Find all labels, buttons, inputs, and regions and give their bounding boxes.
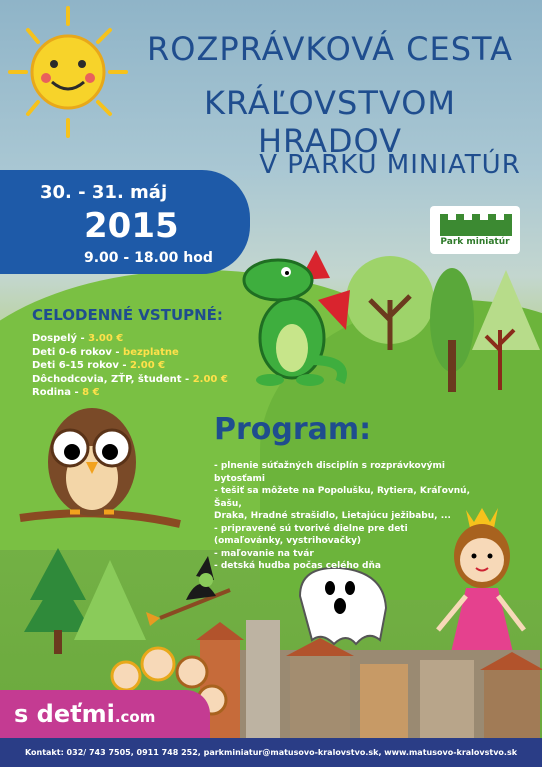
price-label: Dôchodcovia, ZŤP, študent [32, 373, 182, 385]
program-list [214, 460, 494, 573]
price-value: 2.00 € [192, 373, 228, 385]
program-item: (omaľovánky, vystrihovačky) [214, 536, 362, 546]
event-year: 2015 [84, 206, 179, 246]
price-item: Dôchodcovia, ZŤP, študent - 2.00 € [32, 373, 228, 385]
price-label: Rodina [32, 387, 72, 398]
price-item: Deti 0-6 rokov - bezplatne [32, 346, 179, 358]
program-heading: Program: [214, 412, 372, 447]
title-line-3: V PARKU MINIATÚR [259, 150, 521, 180]
price-label: Dospelý [32, 333, 78, 344]
price-value: bezplatne [123, 346, 179, 358]
price-label: Deti 6-15 rokov [32, 360, 119, 371]
program-item: - tešiť sa môžete na Popolušku, Rytiera, Kráľovnú, Šašu, [214, 486, 471, 509]
brand-name: s deťmi [14, 700, 115, 728]
title-line-2: KRÁĽOVSTVOM HRADOV [204, 84, 456, 160]
ghost-icon [300, 568, 386, 644]
program-item: - detská hudba počas celého dňa [214, 561, 381, 571]
price-value: 2.00 € [129, 360, 166, 371]
price-value: 8 € [82, 387, 100, 398]
brand-badge[interactable] [0, 690, 210, 738]
admission-heading: CELODENNÉ VSTUPNÉ: [32, 306, 223, 324]
price-item: Dospelý - 3.00 € [32, 333, 124, 344]
event-hours: 9.00 - 18.00 hod [84, 250, 213, 266]
owl-icon [20, 408, 180, 524]
price-item: Rodina - 8 € [32, 387, 100, 398]
logo-text: Park miniatúr [440, 237, 510, 247]
admission-list [32, 332, 228, 400]
title-line-1: ROZPRÁVKOVÁ CESTA [147, 30, 513, 68]
footer-contact: Kontakt: 032/ 743 7505, 0911 748 252, parkminiatur@matusovo-kralovstvo.sk, www.matusovo-kralovstvo.sk [0, 738, 542, 767]
price-item: Deti 6-15 rokov - 2.00 € [32, 360, 166, 371]
program-item: - plnenie súťažných disciplín s rozprávkovými bytosťami [214, 461, 445, 484]
program-item: - pripravené sú tvorivé dielne pre deti [214, 523, 408, 534]
dragon-icon [244, 250, 350, 386]
event-dates: 30. - 31. máj [40, 182, 168, 203]
price-value: 3.00 € [88, 333, 124, 344]
program-item: - maľovanie na tvár [214, 548, 314, 559]
brand-suffix: .com [114, 708, 156, 726]
sun-icon [10, 8, 126, 136]
program-item: Draka, Hradné strašidlo, Lietajúcu ježibabu, ... [214, 511, 451, 521]
price-label: Deti 0-6 rokov [32, 346, 112, 358]
